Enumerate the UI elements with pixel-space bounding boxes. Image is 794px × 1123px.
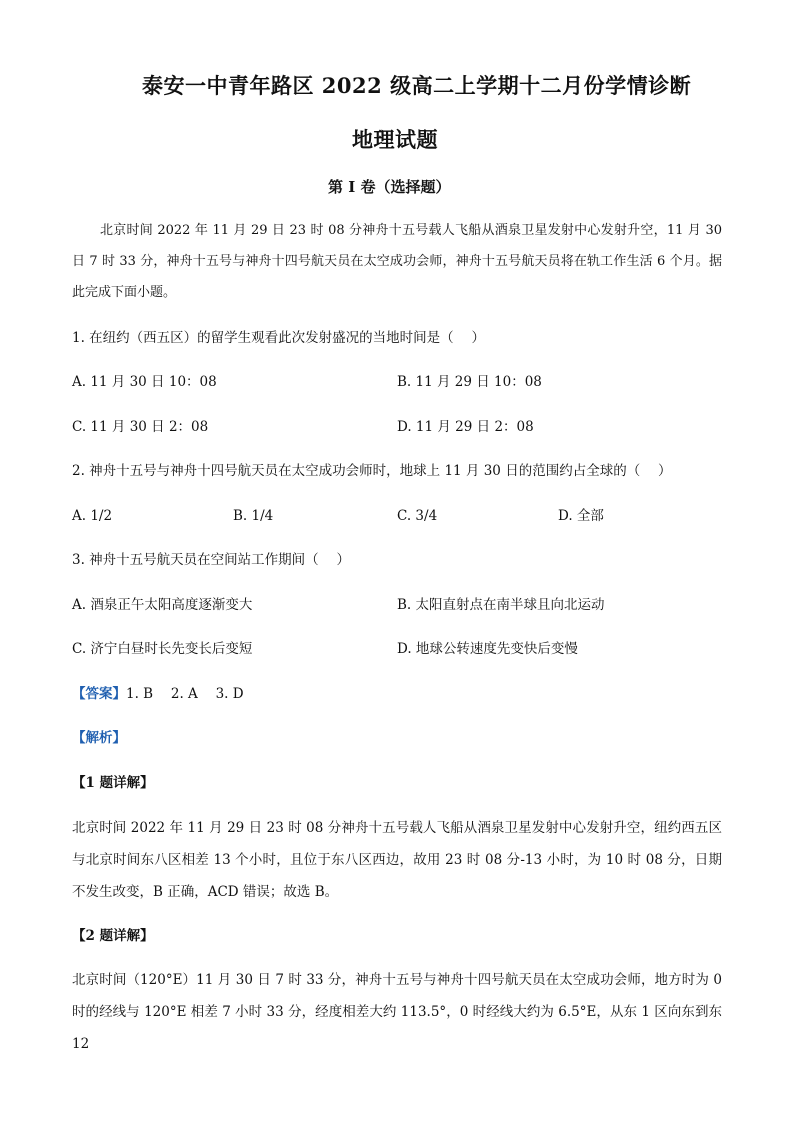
question-2-option-c: C. 3/4 — [397, 508, 438, 524]
question-3-option-a: A. 酒泉正午太阳高度逐渐变大 — [72, 597, 253, 613]
question-3-option-d: D. 地球公转速度先变快后变慢 — [397, 641, 578, 657]
answer-text: 1. B 2. A 3. D — [126, 686, 244, 702]
answer-line — [72, 678, 244, 710]
question-1-option-b: B. 11 月 29 日 10：08 — [397, 374, 542, 390]
detail-2-text: 北京时间（120°E）11 月 30 日 7 时 33 分，神舟十五号与神舟十四号航天员在太空成功会师，地方时为 0 时的经线与 120°E 相差 7 小时 33 分，经度相差大约 113.5°，0 时经线大约为 6.5°E，从东 1 区向东到东 12 — [72, 972, 722, 1052]
question-2-option-b: B. 1/4 — [233, 508, 274, 524]
question-1-option-d: D. 11 月 29 日 2：08 — [397, 419, 534, 435]
question-2-stem: 2. 神舟十五号与神舟十四号航天员在太空成功会师时，地球上 11 月 30 日的范围约占全球的（ ） — [72, 463, 672, 479]
question-1-option-a: A. 11 月 30 日 10：08 — [72, 374, 217, 390]
question-3-stem: 3. 神舟十五号航天员在空间站工作期间（ ） — [72, 552, 350, 568]
material-paragraph: 北京时间 2022 年 11 月 29 日 23 时 08 分神舟十五号载人飞船从酒泉卫星发射中心发射升空，11 月 30 日 7 时 33 分，神舟十五号与神舟十四号航天员在太空成功会师，神舟十五号航天员将在轨工作生活 6 个月。据此完成下面小题。 — [72, 223, 722, 300]
analysis-label: 【解析】 — [72, 730, 126, 746]
detail-1-text: 北京时间 2022 年 11 月 29 日 23 时 08 分神舟十五号载人飞船从酒泉卫星发射中心发射升空，纽约西五区与北京时间东八区相差 13 个小时，且位于东八区西边，故用 23 时 08 分-13 小时，为 10 时 08 分，日期不发生改变，B 正确，ACD 错误；故选 B。 — [72, 820, 722, 900]
question-1-stem: 1. 在纽约（西五区）的留学生观看此次发射盛况的当地时间是（ ） — [72, 330, 485, 346]
answer-label: 【答案】 — [72, 686, 126, 702]
exam-title: 泰安一中青年路区 2022 级高二上学期十二月份学情诊断 — [142, 73, 692, 98]
question-3-option-c: C. 济宁白昼时长先变长后变短 — [72, 641, 253, 657]
question-2-option-d: D. 全部 — [558, 508, 604, 524]
section-title: 第 I 卷（选择题） — [328, 178, 451, 196]
question-2-option-a: A. 1/2 — [72, 508, 113, 524]
question-3-option-b: B. 太阳直射点在南半球且向北运动 — [397, 597, 605, 613]
detail-1-label: 【1 题详解】 — [72, 775, 154, 791]
subject-title: 地理试题 — [352, 127, 438, 152]
question-1-option-c: C. 11 月 30 日 2：08 — [72, 419, 209, 435]
detail-2-label: 【2 题详解】 — [72, 928, 154, 944]
